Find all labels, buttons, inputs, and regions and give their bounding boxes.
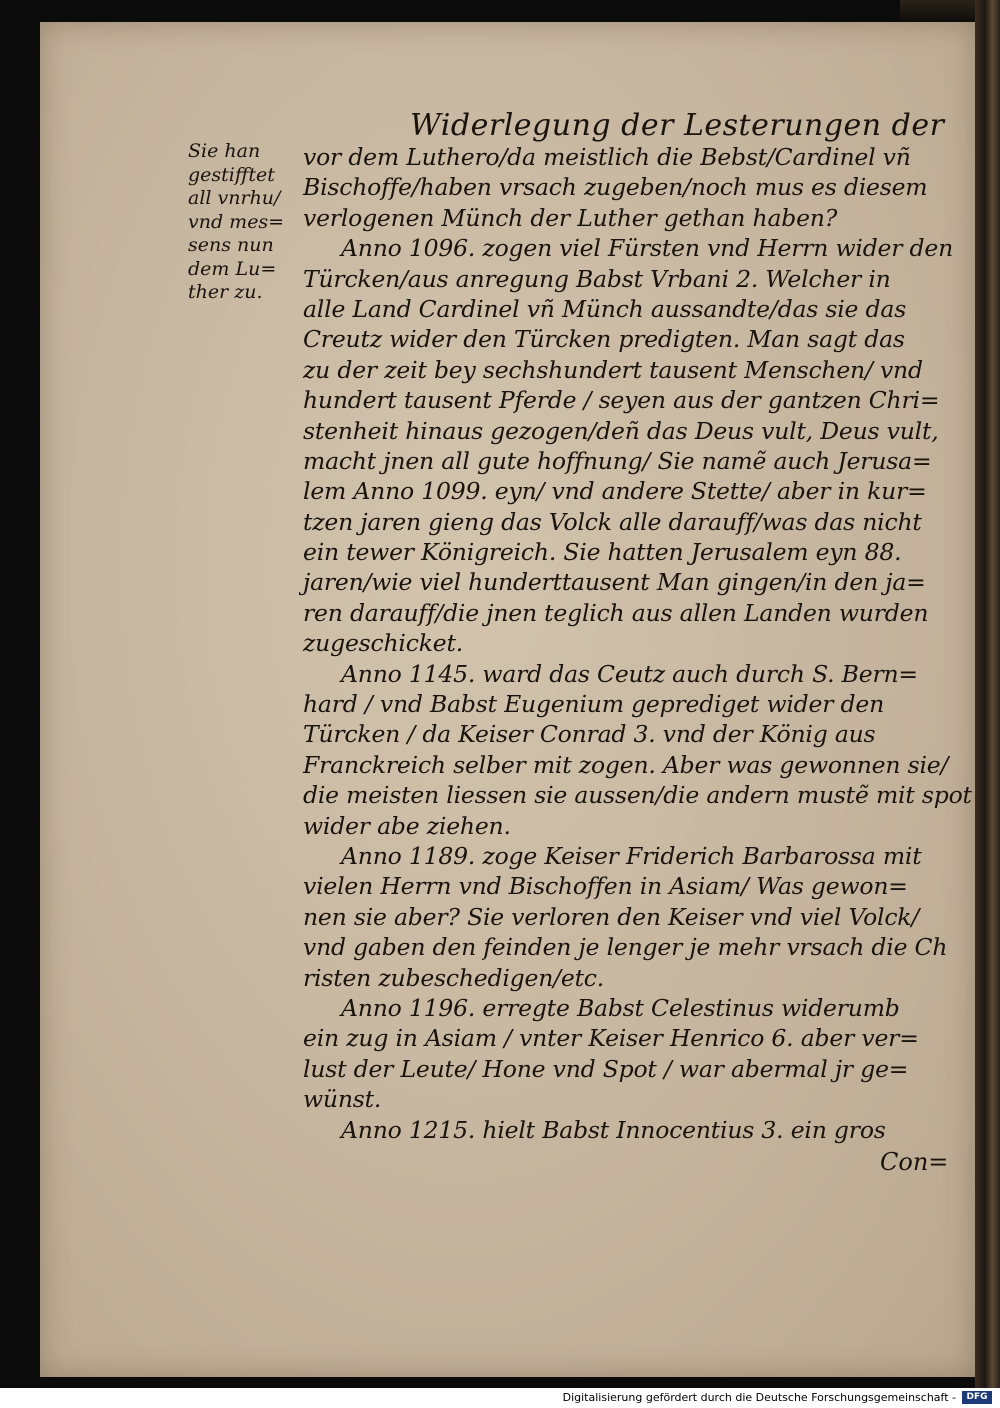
text-line: Anno 1189. zoge Keiser Friderich Barbarossa mit — [341, 841, 922, 870]
text-line: Anno 1215. hielt Babst Innocentius 3. ein gros — [341, 1115, 886, 1144]
text-line: stenheit hinaus gezogen/deñ das Deus vult, Deus vult, — [303, 416, 939, 445]
marginal-note-line: dem Lu= — [188, 257, 277, 280]
text-line: hundert tausent Pferde / seyen aus der gantzen Chri= — [303, 386, 940, 415]
text-line: verlogenen Münch der Luther gethan haben? — [303, 203, 838, 232]
book-binding-edge — [975, 0, 1000, 1388]
marginal-note-line: all vnrhu/ — [188, 187, 281, 209]
catchword: Con= — [880, 1148, 949, 1176]
text-line: zugeschicket. — [303, 629, 463, 658]
text-line: zu der zeit bey sechshundert tausent Menschen/ vnd — [303, 355, 923, 384]
marginal-note — [188, 140, 296, 305]
text-line: ren darauff/die jnen teglich aus allen Landen wurden — [303, 598, 929, 627]
text-line: Türcken / da Keiser Conrad 3. vnd der König aus — [303, 720, 876, 749]
text-line: tzen jaren gieng das Volck alle darauff/was das nicht — [303, 507, 922, 536]
marginal-note-line: Sie han — [188, 140, 261, 162]
text-line: wünst. — [303, 1085, 382, 1114]
text-line: Anno 1196. erregte Babst Celestinus widerumb — [341, 993, 900, 1022]
funding-credit: Digitalisierung gefördert durch die Deutsche Forschungsgemeinschaft - — [562, 1391, 956, 1404]
text-line: die meisten liessen sie aussen/die andern mustẽ mit spot — [303, 781, 972, 810]
text-line: ein tewer Königreich. Sie hatten Jerusalem eyn 88. — [303, 538, 902, 567]
text-line: vnd gaben den feinden je lenger je mehr vrsach die Ch — [303, 933, 948, 962]
text-line: Franckreich selber mit zogen. Aber was gewonnen sie/ — [303, 750, 949, 779]
text-line: alle Land Cardinel vñ Münch aussandte/das sie das — [303, 294, 907, 323]
footer-bar — [0, 1388, 1000, 1408]
text-line: vielen Herrn vnd Bischoffen in Asiam/ Was gewon= — [303, 872, 908, 901]
dfg-logo: DFG — [962, 1391, 992, 1404]
text-line: Anno 1145. ward das Ceutz auch durch S. Bern= — [341, 659, 918, 688]
text-line: Anno 1096. zogen viel Fürsten vnd Herrn wider den — [341, 234, 954, 263]
text-line: macht jnen all gute hoffnung/ Sie namẽ auch Jerusa= — [303, 446, 932, 475]
marginal-note-line: ther zu. — [188, 281, 263, 303]
text-line: vor dem Luthero/da meistlich die Bebst/Cardinel vñ — [303, 143, 911, 171]
marginal-note-line: vnd mes= — [188, 210, 285, 233]
text-line: Türcken/aus anregung Babst Vrbani 2. Welcher in — [303, 264, 891, 293]
text-line: hard / vnd Babst Eugenium geprediget wider den — [303, 690, 885, 719]
text-line: lust der Leute/ Hone vnd Spot / war abermal jr ge= — [303, 1054, 909, 1083]
text-line: Bischoffe/haben vrsach zugeben/noch mus es diesem — [303, 173, 928, 202]
marginal-note-line: gestifftet — [188, 163, 275, 186]
text-line: nen sie aber? Sie verloren den Keiser vnd viel Volck/ — [303, 902, 920, 931]
text-line: Creutz wider den Türcken predigten. Man sagt das — [303, 325, 905, 354]
text-line: jaren/wie viel hunderttausent Man gingen/in den ja= — [303, 568, 926, 597]
text-line: ein zug in Asiam / vnter Keiser Henrico 6. aber ver= — [303, 1024, 919, 1053]
running-header: Widerlegung der Lesterungen der — [410, 108, 945, 143]
body-text — [303, 142, 972, 1145]
marginal-note-line: sens nun — [188, 234, 274, 256]
text-line: lem Anno 1099. eyn/ vnd andere Stette/ aber in kur= — [303, 477, 927, 506]
text-line: risten zubeschedigen/etc. — [303, 963, 605, 992]
text-line: wider abe ziehen. — [303, 811, 511, 840]
